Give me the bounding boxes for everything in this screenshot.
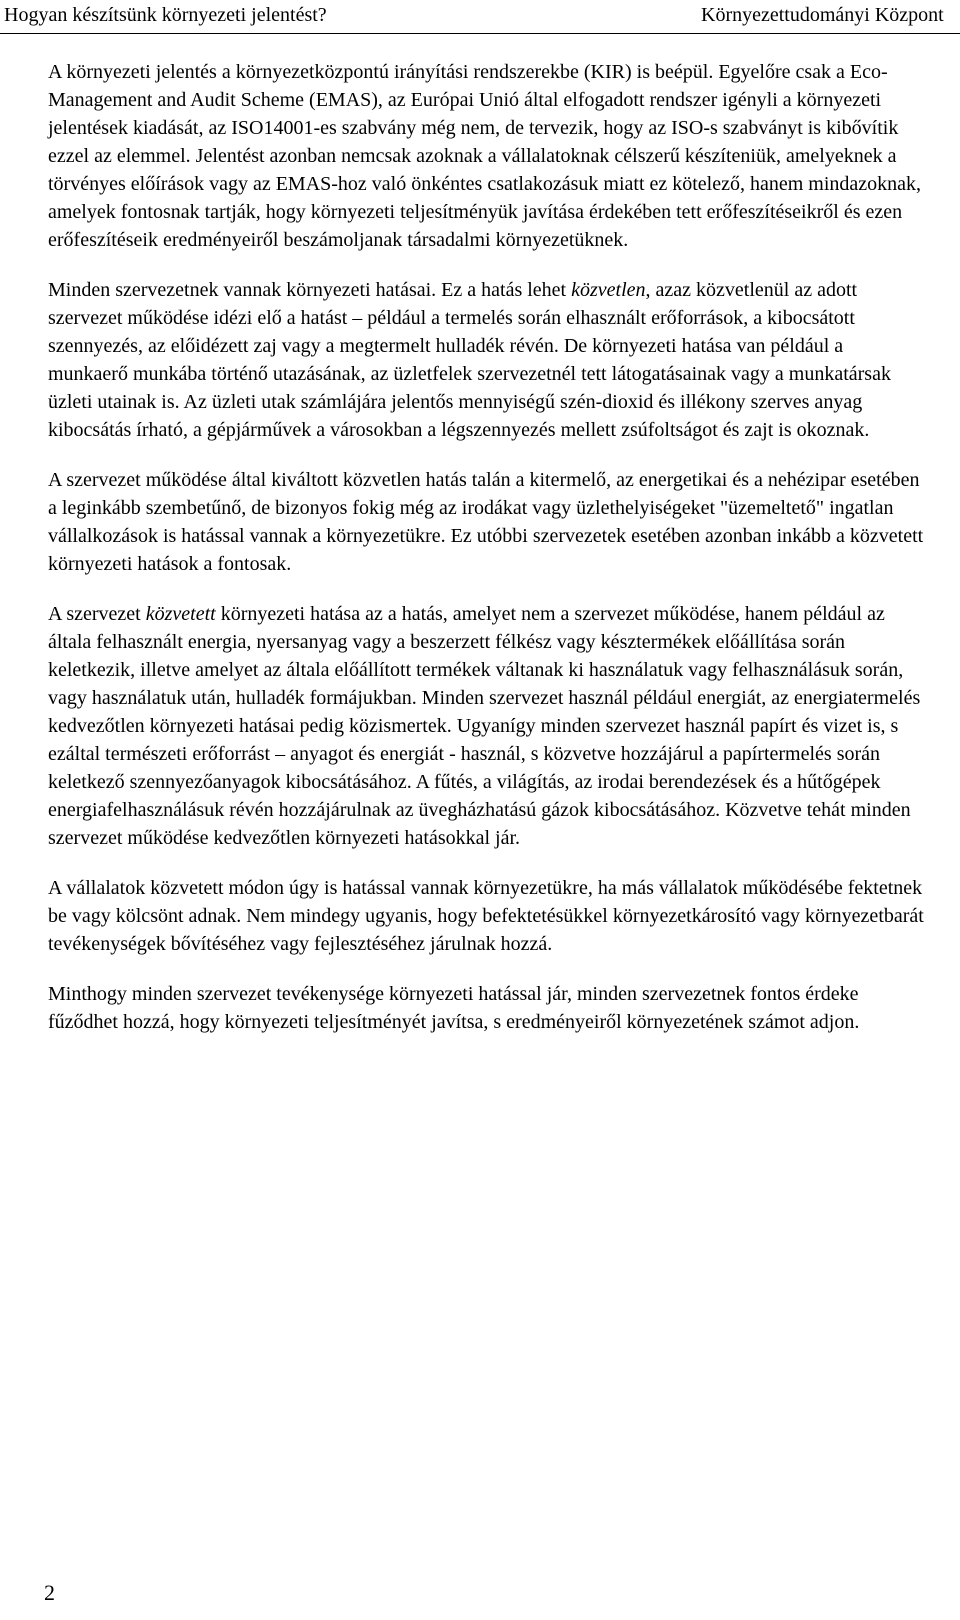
paragraph-text-start: A szervezet — [48, 603, 146, 625]
paragraph-indirect-impact — [48, 600, 928, 852]
document-body — [48, 58, 928, 1036]
paragraph-industry — [48, 466, 928, 578]
paragraph-text: A szervezet működése által kiváltott közvetlen hatás talán a kitermelő, az energetikai és a nehézipar esetében a leginkább szembetűnő, de bizonyos fokig még az irodákat vagy üzlethelyiségeket "üzemeltető" ingatlan vállalkozások is hatással vannak a környezetükre. Ez utóbbi szervezetek esetében azonban inkább a közvetett környezeti hatások a fontosak. — [48, 469, 924, 575]
paragraph-text: Minthogy minden szervezet tevékenysége környezeti hatással jár, minden szervezetnek fontos érdeke fűződhet hozzá, hogy környezeti teljesítményét javítsa, s eredményeiről környezetének számot adjon. — [48, 983, 860, 1033]
paragraph-kir — [48, 58, 928, 254]
paragraph-text-start: Minden szervezetnek vannak környezeti hatásai. Ez a hatás lehet — [48, 279, 572, 301]
page-number: 2 — [44, 1580, 55, 1605]
header-organization: Környezettudományi Központ — [701, 4, 944, 26]
paragraph-text: A vállalatok közvetett módon úgy is hatással vannak környezetükre, ha más vállalatok működésébe fektetnek be vagy kölcsönt adnak. Nem mindegy ugyanis, hogy befektetésükkel környezetkárosító vagy környezetbarát tevékenységek bővítéséhez vagy fejlesztéséhez járulnak hozzá. — [48, 877, 924, 955]
paragraph-text-rest: környezeti hatása az a hatás, amelyet nem a szervezet működése, hanem például az általa felhasznált energia, nyersanyag vagy a beszerzett félkész vagy késztermékek előállítása során keletkezik, illetve amelyet az általa előállított termékek váltanak ki használatuk vagy felhasználásuk során, vagy használatuk után, hulladék formájukban. Minden szervezet használ például energiát, az energiatermelés kedvezőtlen környezeti hatásai pedig közismertek. Ugyanígy minden szervezet használ papírt és vizet is, s ezáltal természeti erőforrást – anyagot és energiát - használ, s közvetve hozzájárul a papírtermelés során keletkező szennyezőanyagok kibocsátásához. A fűtés, a világítás, az irodai berendezések és a hűtőgépek energiafelhasználásuk révén hozzájárulnak az üvegházhatású gázok kibocsátásához. Közvetve tehát minden szervezet működése kedvezőtlen környezeti hatásokkal jár. — [48, 603, 921, 849]
paragraph-investment — [48, 874, 928, 958]
paragraph-text: A környezeti jelentés a környezetközpontú irányítási rendszerekbe (KIR) is beépül. Egyelőre csak a Eco-Management and Audit Scheme (EMAS), az Európai Unió által elfogadott rendszer igényli a környezeti jelentések kiadását, az ISO14001-es szabvány még nem, de tervezik, hogy az ISO-s szabványt is kibővítik ezzel az elemmel. Jelentést azonban nemcsak azoknak a vállalatoknak célszerű készíteniük, amelyeknek a törvényes előírások vagy az EMAS-hoz való önkéntes csatlakozásuk miatt ez kötelező, hanem mindazoknak, amelyek fontosnak tartják, hogy környezeti teljesítményük javítása érdekében tett erőfeszítéseikről és ezen erőfeszítéseik eredményeiről beszámoljanak társadalmi környezetüknek. — [48, 61, 922, 251]
emphasis-direct: közvetlen — [571, 279, 646, 301]
paragraph-direct-impact — [48, 276, 928, 444]
paragraph-conclusion — [48, 980, 928, 1036]
page-header — [0, 2, 960, 34]
header-title: Hogyan készítsünk környezeti jelentést? — [4, 4, 327, 26]
emphasis-indirect: közvetett — [145, 603, 216, 625]
paragraph-text-rest: , azaz közvetlenül az adott szervezet működése idézi elő a hatást – például a termelés során elhasznált erőforrások, a kibocsátott szennyezés, az előidézett zaj vagy a megtermelt hulladék révén. De környezeti hatása van például a munkaerő munkába történő utazásának, az üzletfelek szervezetnél tett látogatásainak vagy a munkatársak üzleti utainak is. Az üzleti utak számlájára jelentős mennyiségű szén-dioxid és illékony szerves anyag kibocsátás írható, a gépjárművek a városokban a légszennyezés mellett zsúfoltságot és zajt is okoznak. — [48, 279, 891, 441]
